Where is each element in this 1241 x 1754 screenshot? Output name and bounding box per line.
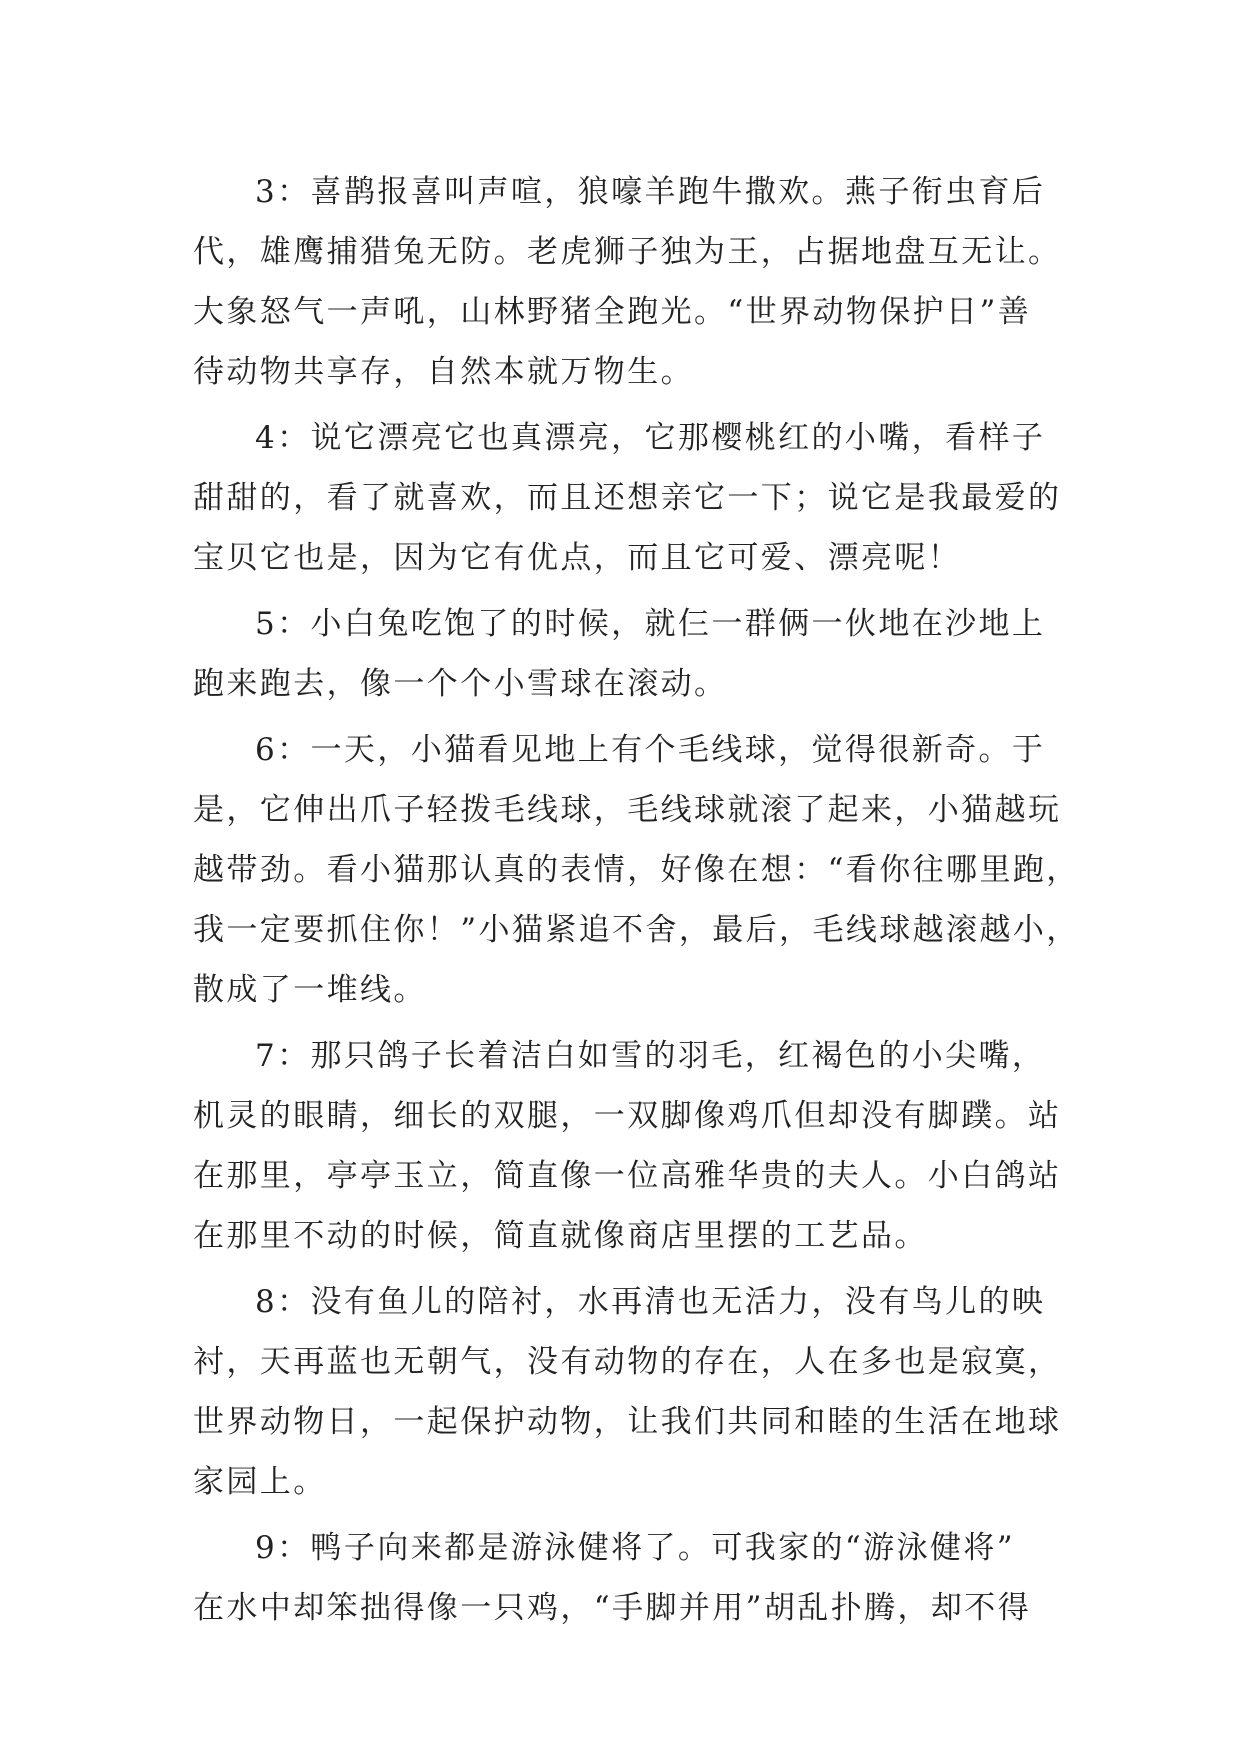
- paragraph-4: [193, 408, 1075, 588]
- text-line: 在水中却笨拙得像一只鸡，“手脚并用”胡乱扑腾，却不得: [193, 1590, 1032, 1626]
- text-line: 大象怒气一声吼，山林野猪全跑光。“世界动物保护日”善: [193, 294, 1032, 330]
- text-line: 甜甜的，看了就喜欢，而且还想亲它一下；说它是我最爱的: [193, 480, 1062, 516]
- paragraph-6: [193, 720, 1080, 1020]
- text-line: 在那里，亭亭玉立，简直像一位高雅华贵的夫人。小白鸽站: [193, 1158, 1062, 1194]
- text-line: 家园上。: [193, 1464, 327, 1500]
- text-line: 散成了一堆线。: [193, 972, 427, 1008]
- document-body: [193, 162, 1080, 1644]
- text-line: 8：没有鱼儿的陪衬，水再清也无活力，没有鸟儿的映: [255, 1284, 1046, 1320]
- paragraph-7: [193, 1026, 1075, 1266]
- paragraph-8: [193, 1272, 1075, 1512]
- text-line: 宝贝它也是，因为它有优点，而且它可爱、漂亮呢！: [193, 540, 962, 576]
- text-line: 我一定要抓住你！”小猫紧追不舍，最后，毛线球越滚越小，: [193, 912, 1080, 948]
- text-line: 越带劲。看小猫那认真的表情，好像在想：“看你往哪里跑，: [193, 852, 1080, 888]
- text-line: 9：鸭子向来都是游泳健将了。可我家的“游泳健将”: [255, 1530, 1016, 1566]
- paragraph-9: [193, 1518, 1075, 1638]
- text-line: 4：说它漂亮它也真漂亮，它那樱桃红的小嘴，看样子: [255, 420, 1046, 456]
- text-line: 5：小白兔吃饱了的时候，就仨一群俩一伙地在沙地上: [255, 606, 1046, 642]
- text-line: 7：那只鸽子长着洁白如雪的羽毛，红褐色的小尖嘴，: [255, 1038, 1046, 1074]
- text-line: 跑来跑去，像一个个小雪球在滚动。: [193, 666, 728, 702]
- paragraph-3: [193, 162, 1075, 402]
- text-line: 6：一天，小猫看见地上有个毛线球，觉得很新奇。于: [255, 732, 1046, 768]
- text-line: 3：喜鹊报喜叫声喧，狼嚎羊跑牛撒欢。燕子衔虫育后: [255, 174, 1046, 210]
- text-line: 世界动物日，一起保护动物，让我们共同和睦的生活在地球: [193, 1404, 1062, 1440]
- text-line: 是，它伸出爪子轻拨毛线球，毛线球就滚了起来，小猫越玩: [193, 792, 1062, 828]
- text-line: 衬，天再蓝也无朝气，没有动物的存在，人在多也是寂寞，: [193, 1344, 1062, 1380]
- text-line: 在那里不动的时候，简直就像商店里摆的工艺品。: [193, 1218, 928, 1254]
- text-line: 代，雄鹰捕猎兔无防。老虎狮子独为王，占据地盘互无让。: [193, 234, 1062, 270]
- text-line: 机灵的眼睛，细长的双腿，一双脚像鸡爪但却没有脚蹼。站: [193, 1098, 1062, 1134]
- paragraph-5: [193, 594, 1075, 714]
- text-line: 待动物共享存，自然本就万物生。: [193, 354, 694, 390]
